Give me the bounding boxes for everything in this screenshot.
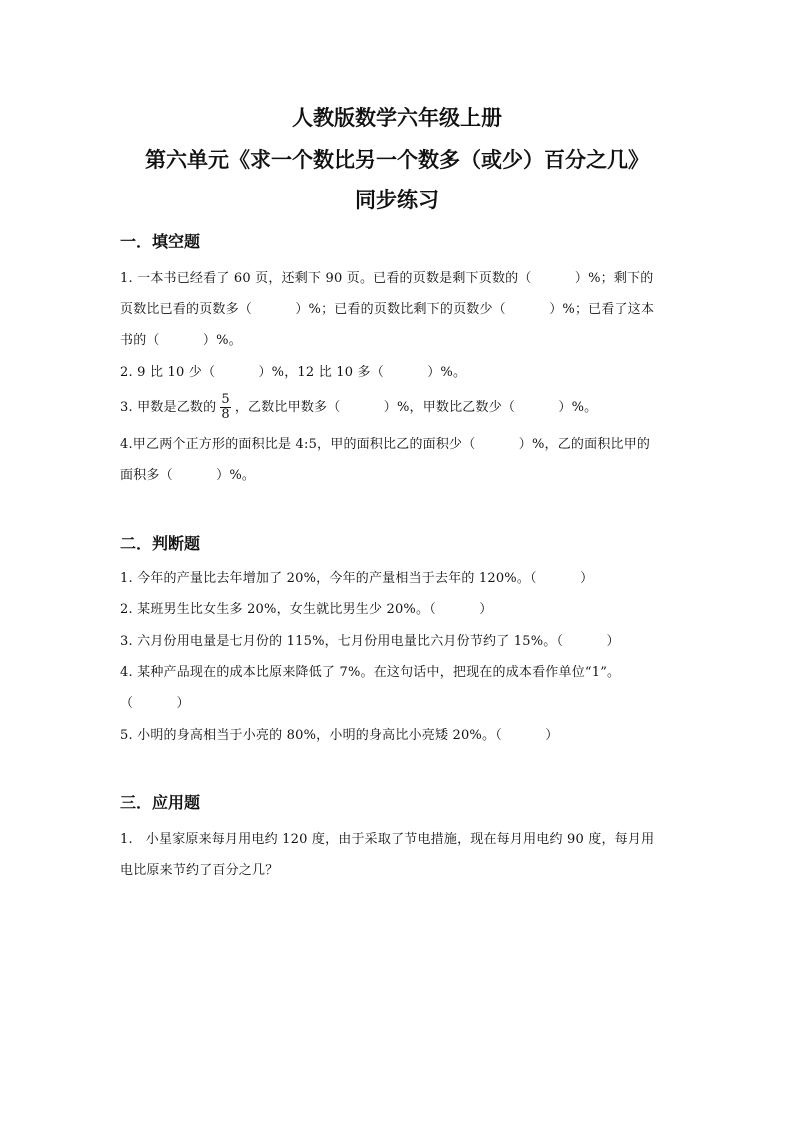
question-text: 1. 一本书已经看了 60 页，还剩下 90 页。已看的页数是剩下页数的（ ）%；剩下的 [120,271,654,286]
page-subtitle: 第六单元《求一个数比另一个数多（或少）百分之几》 [145,148,649,172]
question-text: 1. 今年的产量比去年增加了 20%，今年的产量相当于去年的 120%。（ ） [120,571,594,586]
question-text: 4.甲乙两个正方形的面积比是 4:5，甲的面积比乙的面积少（ ）%，乙的面积比甲的 [120,437,651,452]
question-text: 1. 小星家原来每月用电约 120 度，由于采取了节电措施，现在每月用电约 90 度，每月用 [120,832,655,847]
fraction-numerator: 5 [221,392,230,407]
question-text: 4. 某种产品现在的成本比原来降低了 7%。在这句话中，把现在的成本看作单位“1”。 [120,665,621,680]
question-text: 页数比已看的页数多（ ）%；已看的页数比剩下的页数少（ ）%；已看了这本 [120,302,655,317]
question-text: 5. 小明的身高相当于小亮的 80%，小明的身高比小亮矮 20%。（ ） [120,728,559,743]
page-subtitle-2: 同步练习 [355,188,439,212]
question-text: 3. 甲数是乙数的 [120,400,217,415]
section-heading-true-false: 二．判断题 [120,534,201,553]
question-with-fraction [120,391,597,425]
fraction [220,393,230,422]
section-heading-application: 三．应用题 [120,793,201,812]
question-text: ，乙数比甲数多（ ）%，甲数比乙数少（ ）%。 [234,400,598,415]
question-text: 书的（ ）%。 [120,333,242,348]
question-text: 2. 某班男生比女生多 20%，女生就比男生少 20%。（ ） [120,602,493,617]
question-text: 3. 六月份用电量是七月份的 115%，七月份用电量比六月份节约了 15%。（ ） [120,634,620,649]
question-text: （ ） [120,696,190,711]
section-heading-fill-in: 一．填空题 [120,232,201,251]
page-title: 人教版数学六年级上册 [292,106,502,130]
fraction-denominator: 8 [221,407,230,422]
question-text: 电比原来节约了百分之几？ [120,863,279,878]
question-text: 面积多（ ）%。 [120,468,256,483]
question-text: 2. 9 比 10 少（ ）%，12 比 10 多（ ）%。 [120,365,467,380]
